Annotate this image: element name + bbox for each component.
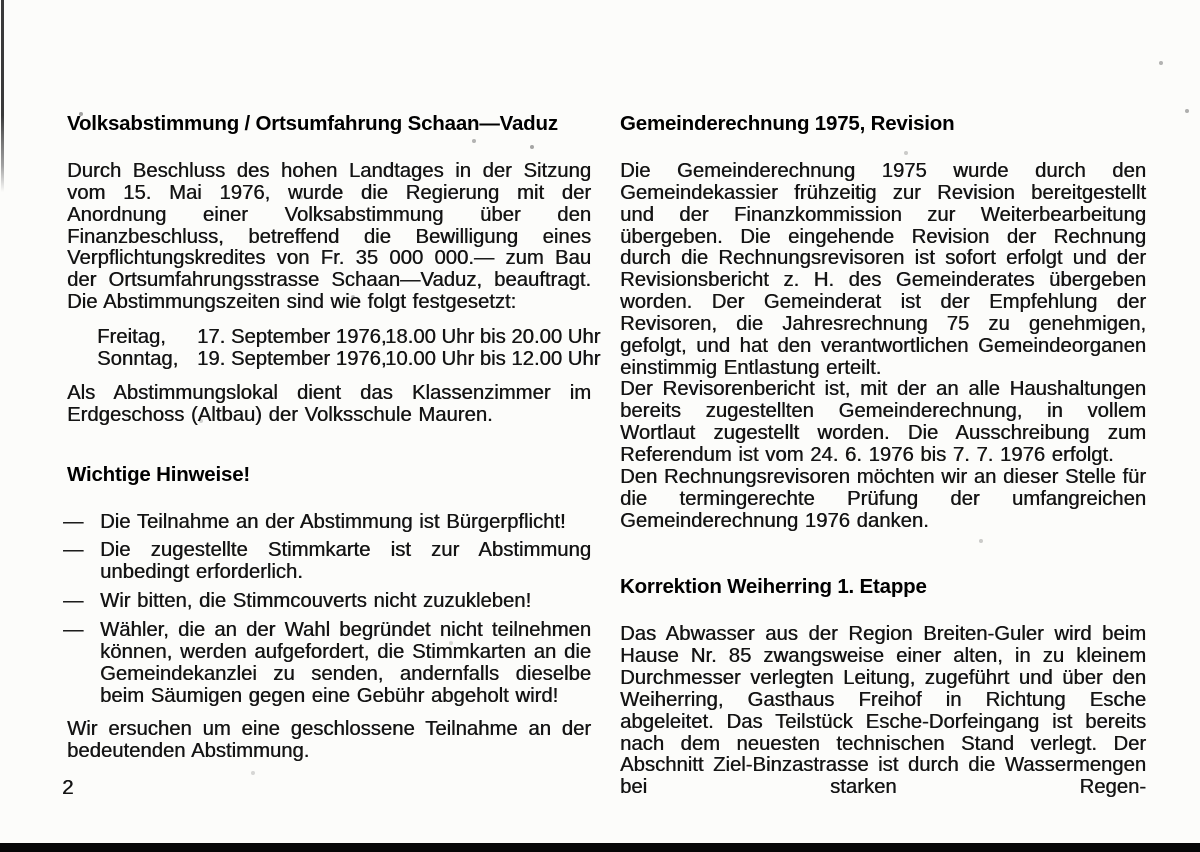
revision-paragraph: Die Gemeinderechnung 1975 wurde durch den Gemeindekassier frühzeitig zur Revision bereitgestellt und der Finanzkommission zur Weiterbearbeitung übergeben. Die eingehende Revision der Rechnung durch die Rechnungsrevisoren ist sofort erfolgt und der Revisionsbericht z. H. des Gemeinderates übergeben worden. Der Gemeinderat ist der Empfehlung der Revisoren, die Jahresrechnung 75 zu genehmigen, gefolgt, und hat den verantwortlichen Gemeindeorganen einstimmig Entlastung erteilt. [620,160,1146,379]
list-item [63,618,591,707]
article-heading-volksabstimmung: Volksabstimmung / Ortsumfahrung Schaan—Vaduz [67,112,558,135]
voting-location-paragraph: Als Abstimmungslokal dient das Klassenzimmer im Erdgeschoss (Altbau) der Volksschule Mauren. [67,381,591,426]
right-column [620,113,1146,799]
scan-edge-mark [1,0,4,192]
schedule-time: 10.00 Uhr bis 12.00 Uhr [385,348,601,371]
list-item [63,510,591,534]
closing-paragraph: Wir ersuchen um eine geschlossene Teilnahme an der bedeutenden Abstimmung. [67,718,591,763]
schedule-date: 17. September 1976, [197,325,387,348]
schedule-date: 19. September 1976, [197,348,387,371]
dash-bullet: — [63,510,84,533]
hints-list [63,510,591,708]
list-item-text: Wir bitten, die Stimmcouverts nicht zuzukleben! [100,590,532,613]
list-item-text: Die Teilnahme an der Abstimmung ist Bürgerpflicht! [100,510,566,533]
schedule-day: Sonntag, [97,348,179,371]
voting-schedule [67,325,601,371]
correction-paragraph: Das Abwasser aus der Region Breiten-Guler wird beim Hause Nr. 85 zwangsweise einer alten, in zu kleinem Durchmesser verlegten Leitung, zugeführt und über den Weiherring, Gasthaus Freihof in Richtung Esche abgeleitet. Das Teilstück Esche-Dorfeingang ist bereits nach dem neuesten technischen Stand verlegt. Der Abschnitt Ziel-Binzastrasse ist durch die Wassermengen bei starken Regen- [620,623,1146,799]
list-item-text: Wähler, die an der Wahl begründet nicht teilnehmen können, werden aufgefordert, die Stimmkarten an die Gemeindekanzlei zu senden, andernfalls dieselbe beim Säumigen gegen eine Gebühr abgeholt wird! [100,618,591,707]
schedule-row-friday [67,325,601,349]
revision-paragraph: Der Revisorenbericht ist, mit der an alle Haushaltungen bereits zugestellten Gemeinderechnung, in vollem Wortlaut zugestellt worden. Die Ausschreibung zum Referendum ist vom 24. 6. 1976 bis 7. 7. 1976 erfolgt. [620,378,1146,466]
schedule-day: Freitag, [97,325,166,348]
left-column [63,112,601,763]
list-item [63,539,591,584]
article-heading-gemeinderechnung: Gemeinderechnung 1975, Revision [620,112,955,135]
article-heading-korrektion-weiherring: Korrektion Weiherring 1. Etappe [620,575,927,599]
article-heading-wichtige-hinweise: Wichtige Hinweise! [67,462,251,486]
revision-paragraph: Den Rechnungsrevisoren möchten wir an dieser Stelle für die termingerechte Prüfung der umfangreichen Gemeinderechnung 1976 danken. [620,465,1146,532]
dash-bullet: — [63,590,84,613]
bottom-rule [0,843,1200,852]
dash-bullet: — [63,539,84,562]
list-item-text: Die zugestellte Stimmkarte ist zur Abstimmung unbedingt erforderlich. [100,539,591,584]
scan-noise-speckles [0,0,2,2]
list-item [63,590,591,613]
page-number: 2 [62,776,74,799]
schedule-row-sunday [67,348,601,371]
dash-bullet: — [63,618,84,641]
voting-intro-paragraph: Durch Beschluss des hohen Landtages in der Sitzung vom 15. Mai 1976, wurde die Regierung mit der Anordnung einer Volksabstimmung über den Finanzbeschluss, betreffend die Bewilligung eines Verpflichtungskredites von Fr. 35 000 000.— zum Bau der Ortsumfahrungsstrasse Schaan—Vaduz, beauftragt. Die Abstimmungszeiten sind wie folgt festgesetzt: [67,160,591,314]
schedule-time: 18.00 Uhr bis 20.00 Uhr [385,325,601,348]
